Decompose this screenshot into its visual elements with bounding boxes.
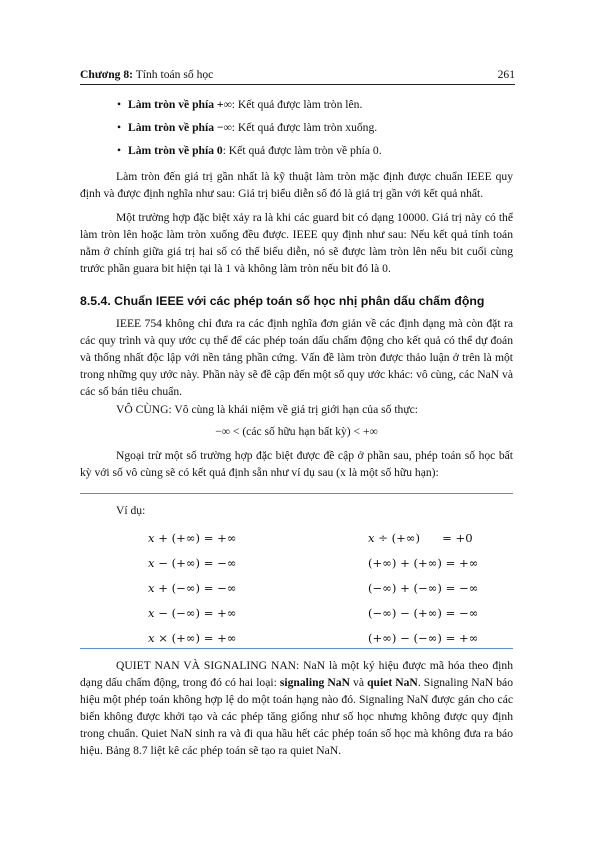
section-heading: 8.5.4. Chuẩn IEEE với các phép toán số học nhị phân dấu chấm động <box>80 294 485 308</box>
paragraph-guard-bits: Một trường hợp đặc biệt xảy ra là khi các guard bit có dạng 10000. Giá trị này có thể làm tròn lên hoặc làm tròn xuống đều được. IEEE quy định như sau: Nếu kết quả tính toán nằm ở chính giữa giá trị hai số có thể biểu diễn, nó sẽ được làm tròn lên nếu bit cuối cùng trước phần guara bit hiện tại là 1 và không làm tròn nếu bit đó là 0. <box>80 211 513 275</box>
quiet-nan-term: quiet NaN <box>367 676 418 689</box>
equation <box>148 530 237 547</box>
equation-rest: (+∞) + (+∞) = +∞ <box>368 556 479 570</box>
equation <box>368 630 478 647</box>
nan-text-suffix: . Signaling NaN báo hiệu một phép toán không hợp lệ do một toán hạng nào đó. Signaling NaN được gán cho các biến không được khởi tạo và các phép tăng giống như số học nhưng không được quy định trong chuẩn. Quiet NaN sinh ra và đi qua hầu hết các phép toán số học mà không đưa ra báo hiệu. Bảng 8.7 liệt kê các phép toán sẽ tạo ra quiet NaN. <box>80 676 513 757</box>
equation-var: x <box>148 606 155 620</box>
page-header <box>80 64 515 85</box>
nan-text-prefix: QUIET NAN VÀ SIGNALING NAN: NaN là một ký hiệu được mã hóa theo định dạng dấu chấm động, trong đó có hai loại: <box>80 659 513 689</box>
equation-var: x <box>148 631 155 645</box>
chapter-heading <box>80 66 213 83</box>
paragraph-nan <box>80 657 513 759</box>
paragraph-nearest-rounding: Làm tròn đến giá trị gần nhất là kỹ thuật làm tròn mặc định được chuẩn IEEE quy định và được định nghĩa như sau: Giá trị biểu diễn số đó là giá trị gần với kết quả nhất. <box>80 170 513 200</box>
page-number: 261 <box>497 68 515 81</box>
bullet-dot-icon: • <box>117 98 122 111</box>
bullet-text: : Kết quả được làm tròn về phía 0. <box>222 144 382 157</box>
chapter-title: Tính toán số học <box>135 68 214 81</box>
nan-text-and: và <box>349 676 368 689</box>
equation <box>148 630 237 647</box>
equation <box>148 605 237 622</box>
bullet-item <box>80 142 512 165</box>
example-label: Ví dụ: <box>116 504 146 517</box>
equation <box>368 530 473 547</box>
chapter-label: Chương 8: <box>80 68 133 81</box>
equation-rest: + (−∞) = −∞ <box>154 581 237 595</box>
equation <box>148 555 237 572</box>
equation-rest: × (+∞) = +∞ <box>154 631 237 645</box>
equation-rest: (+∞) − (−∞) = +∞ <box>368 631 479 645</box>
bullet-dot-icon: • <box>117 144 122 157</box>
signaling-nan-term: signaling NaN <box>279 676 350 689</box>
example-box <box>80 493 513 649</box>
equation-rest: − (−∞) = +∞ <box>154 606 237 620</box>
equation <box>368 580 478 597</box>
paragraph-ieee754: IEEE 754 không chỉ đưa ra các định nghĩa đơn giản về các định dạng mà còn đặt ra các quy trình và quy ước cụ thể để các phép toán dấu chấm động cho kết quả có thể dự đoán và thống nhất độc lập với nền tảng phần cứng. Vấn đề làm tròn được thảo luận ở trên là một trong những quy ước này. Phần này sẽ đề cập đến một số quy ước khác: vô cùng, các NaN và các số bán tiêu chuẩn. <box>80 317 513 398</box>
equation-rest: (−∞) + (−∞) = −∞ <box>368 581 479 595</box>
bullet-text: : Kết quả được làm tròn lên. <box>231 98 363 111</box>
paragraph-infinity-ops: Ngoại trừ một số trường hợp đặc biệt được đề cập ở phần sau, phép toán số học bất kỳ với số vô cùng sẽ có kết quả định sẵn như ví dụ sau (x là một số hữu hạn): <box>80 449 513 479</box>
rounding-bullet-list <box>80 96 512 165</box>
equation <box>368 605 478 622</box>
bullet-item <box>80 119 512 142</box>
bullet-dot-icon: • <box>117 121 122 134</box>
bullet-bold: Làm tròn về phía −∞ <box>128 121 232 134</box>
paragraph-infinity: VÔ CÙNG: Vô cùng là khái niệm về giá trị giới hạn của số thực: <box>116 403 418 416</box>
equation-var: x <box>148 581 155 595</box>
equation <box>148 580 237 597</box>
bullet-text: : Kết quả được làm tròn xuống. <box>231 121 378 134</box>
equation <box>368 555 478 572</box>
inequality-formula: −∞ < (các số hữu hạn bất kỳ) < +∞ <box>215 425 378 438</box>
equation-rest: ÷ (+∞) = +0 <box>374 531 473 545</box>
equation-var: x <box>148 531 155 545</box>
equation-rest: + (+∞) = +∞ <box>154 531 237 545</box>
equation-rest: (−∞) − (+∞) = −∞ <box>368 606 479 620</box>
bullet-bold: Làm tròn về phía 0 <box>128 144 223 157</box>
bullet-item <box>80 96 512 119</box>
equation-var: x <box>368 531 375 545</box>
bullet-bold: Làm tròn về phía +∞ <box>128 98 232 111</box>
equation-rest: − (+∞) = −∞ <box>154 556 237 570</box>
equation-var: x <box>148 556 155 570</box>
